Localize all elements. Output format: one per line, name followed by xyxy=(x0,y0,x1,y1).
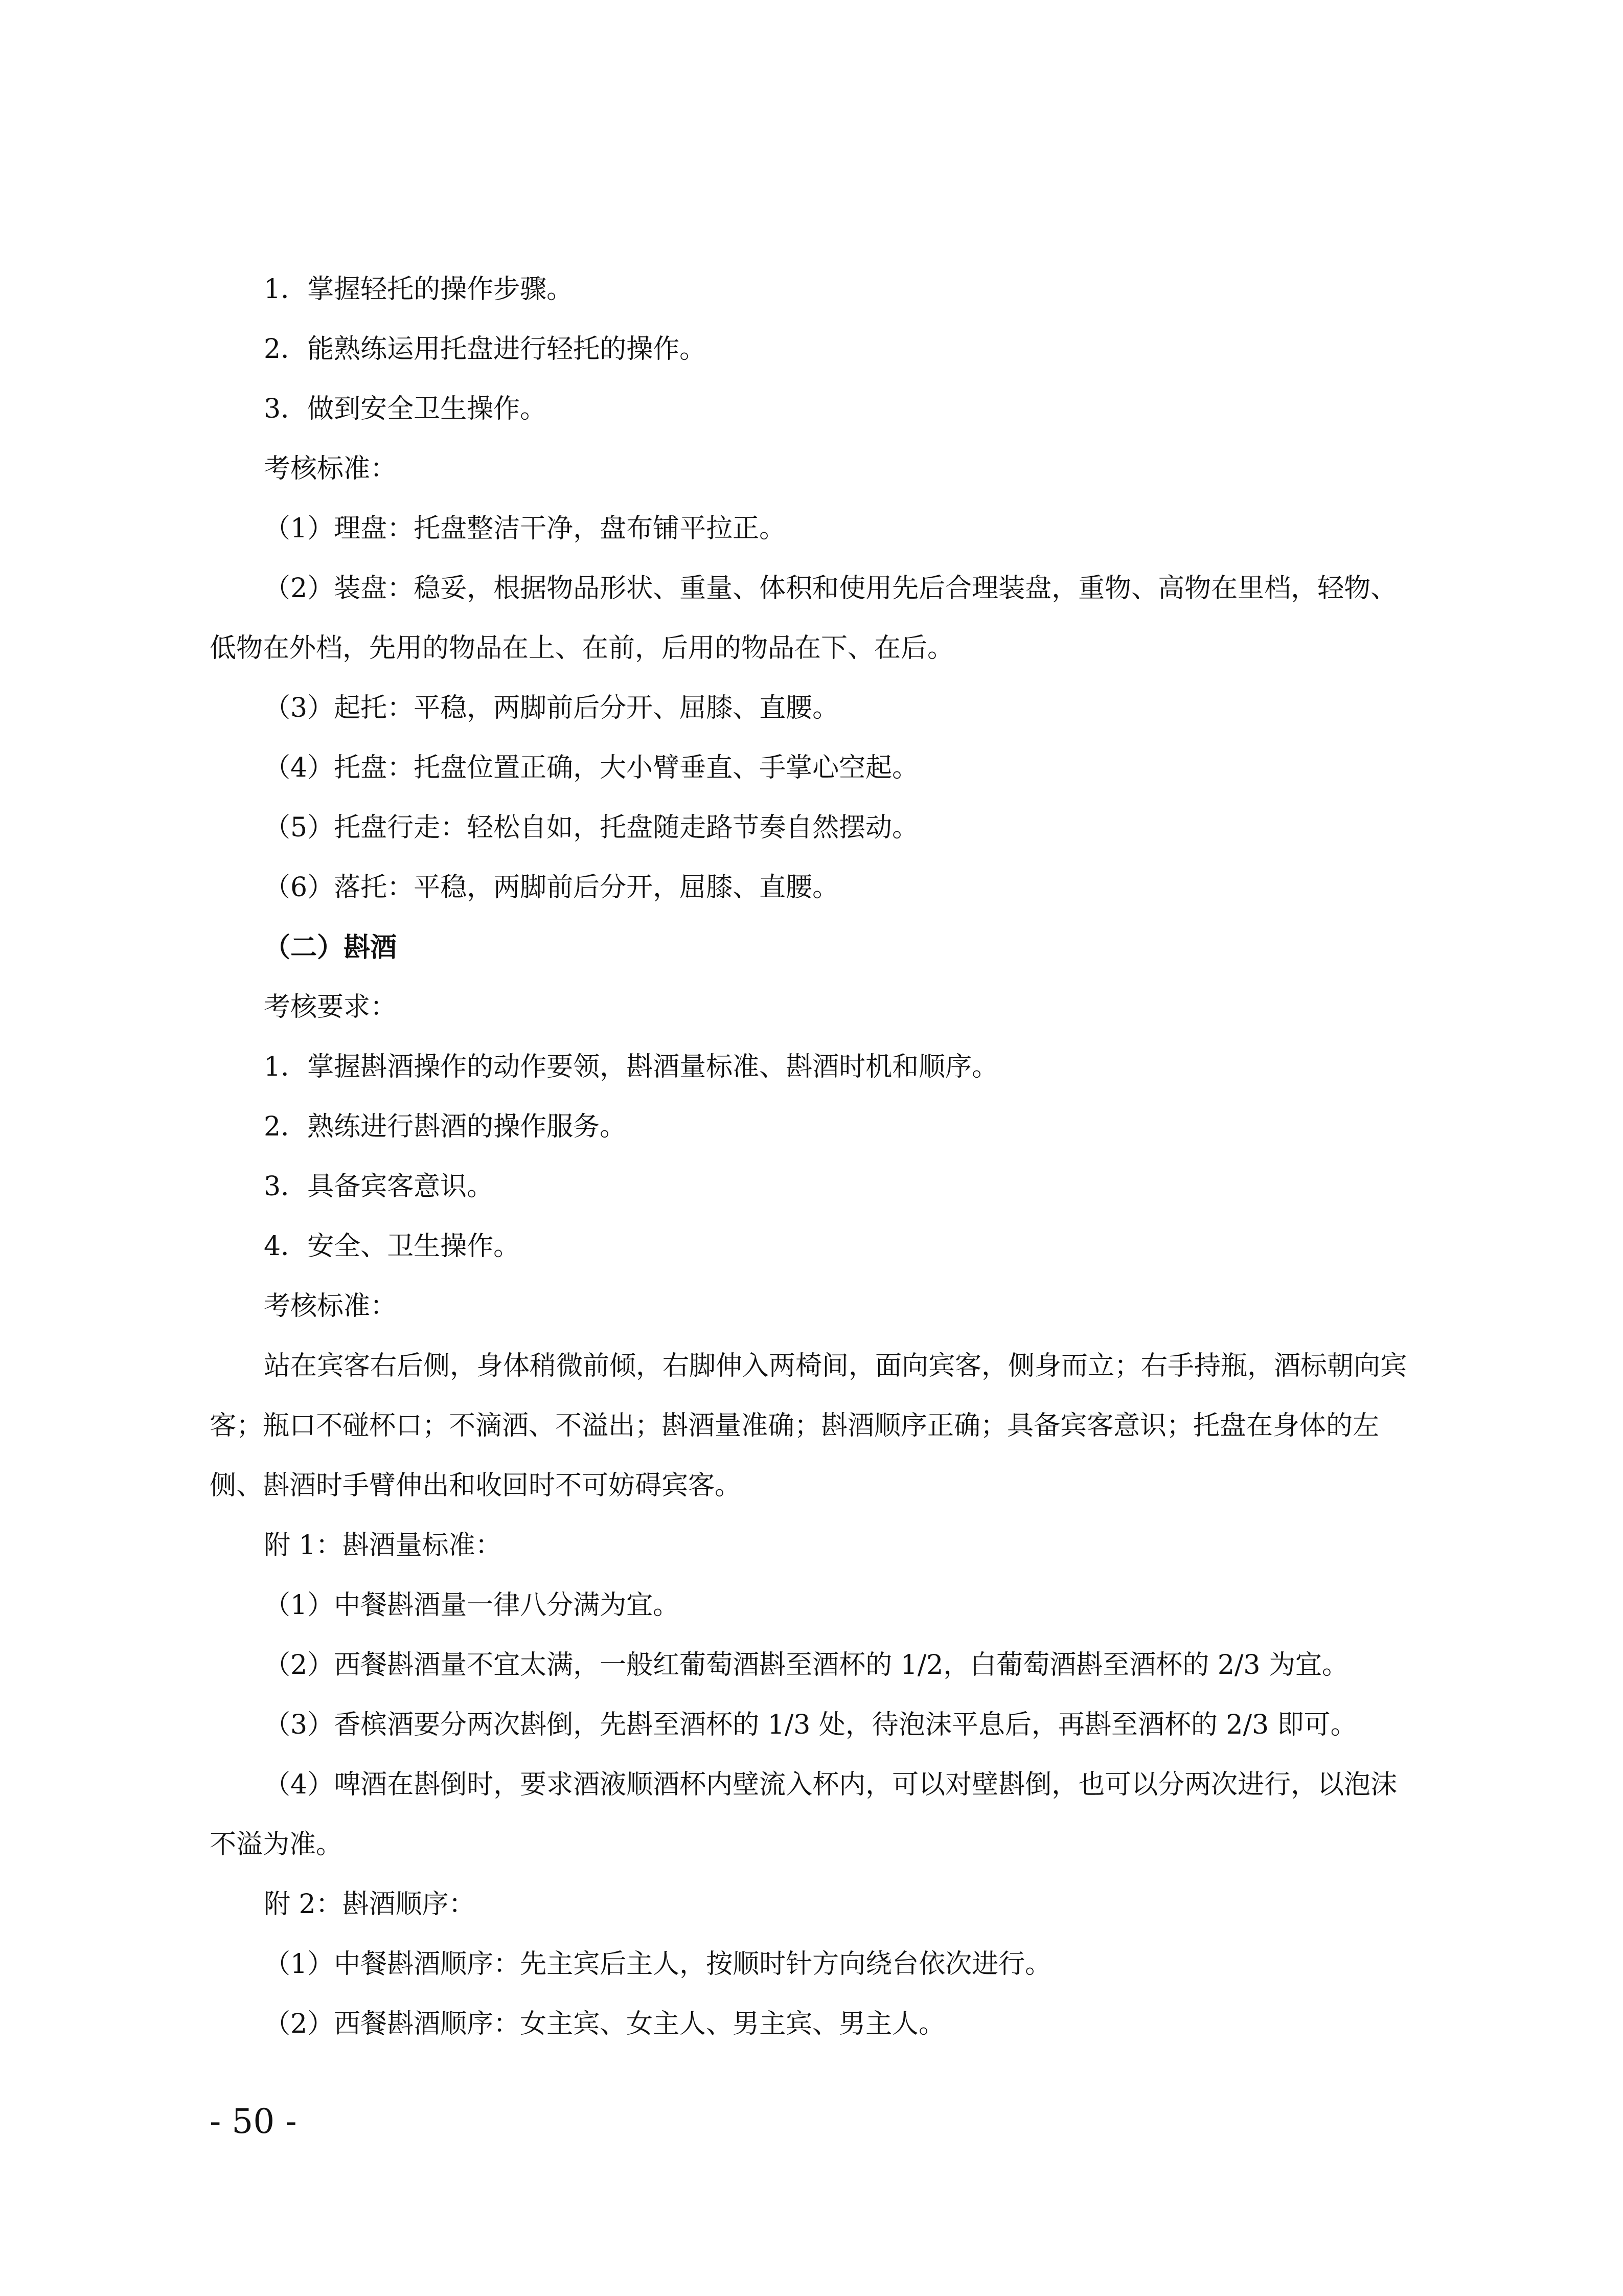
paragraph: 附 2：斟酒顺序： xyxy=(264,1889,475,1920)
paragraph: 考核要求： xyxy=(264,992,397,1022)
paragraph: （1）中餐斟酒顺序：先主宾后主人，按顺时针方向绕台依次进行。 xyxy=(264,1949,1052,1980)
paragraph: 考核标准： xyxy=(264,453,397,484)
paragraph: （2）西餐斟酒量不宜太满，一般红葡萄酒斟至酒杯的 1/2，白葡萄酒斟至酒杯的 2/3 为宜。 xyxy=(264,1650,1349,1680)
paragraph: （5）托盘行走：轻松自如，托盘随走路节奏自然摆动。 xyxy=(264,812,919,843)
paragraph: 3．具备宾客意识。 xyxy=(264,1171,494,1202)
paragraph: （6）落托：平稳，两脚前后分开，屈膝、直腰。 xyxy=(264,872,839,903)
paragraph: 附 1：斟酒量标准： xyxy=(264,1530,502,1561)
paragraph: 1．掌握轻托的操作步骤。 xyxy=(264,274,574,305)
paragraph: （3）香槟酒要分两次斟倒，先斟至酒杯的 1/3 处，待泡沫平息后，再斟至酒杯的 2/3 即可。 xyxy=(264,1710,1357,1740)
paragraph: （4）啤酒在斟倒时，要求酒液顺酒杯内壁流入杯内，可以对壁斟倒，也可以分两次进行，以泡沫不溢为准。 xyxy=(210,1769,1398,1860)
paragraph: （二）斟酒 xyxy=(264,932,397,963)
paragraph: 站在宾客右后侧，身体稍微前倾，右脚伸入两椅间，面向宾客，侧身而立；右手持瓶，酒标朝向宾客；瓶口不碰杯口；不滴洒、不溢出；斟酒量准确；斟酒顺序正确；具备宾客意识；托盘在身体的左侧、斟酒时手臂伸出和收回时不可妨碍宾客。 xyxy=(210,1351,1407,1501)
paragraph: 1．掌握斟酒操作的动作要领，斟酒量标准、斟酒时机和顺序。 xyxy=(264,1052,999,1082)
paragraph: （2）西餐斟酒顺序：女主宾、女主人、男主宾、男主人。 xyxy=(264,2009,946,2039)
paragraph: （2）装盘：稳妥，根据物品形状、重量、体积和使用先后合理装盘，重物、高物在里档，轻物、低物在外档，先用的物品在上、在前，后用的物品在下、在后。 xyxy=(210,573,1398,664)
paragraph: 考核标准： xyxy=(264,1291,397,1322)
paragraph: （4）托盘：托盘位置正确，大小臂垂直、手掌心空起。 xyxy=(264,753,919,783)
page-number: - 50 - xyxy=(210,2102,297,2141)
paragraph: 2．熟练进行斟酒的操作服务。 xyxy=(264,1111,627,1142)
paragraph: 3．做到安全卫生操作。 xyxy=(264,394,547,424)
paragraph: （1）理盘：托盘整洁干净，盘布铺平拉正。 xyxy=(264,513,786,544)
document-body xyxy=(210,260,1424,2054)
paragraph: （3）起托：平稳，两脚前后分开、屈膝、直腰。 xyxy=(264,693,839,723)
paragraph: 4．安全、卫生操作。 xyxy=(264,1231,520,1262)
paragraph: （1）中餐斟酒量一律八分满为宜。 xyxy=(264,1590,680,1621)
paragraph: 2．能熟练运用托盘进行轻托的操作。 xyxy=(264,334,706,365)
